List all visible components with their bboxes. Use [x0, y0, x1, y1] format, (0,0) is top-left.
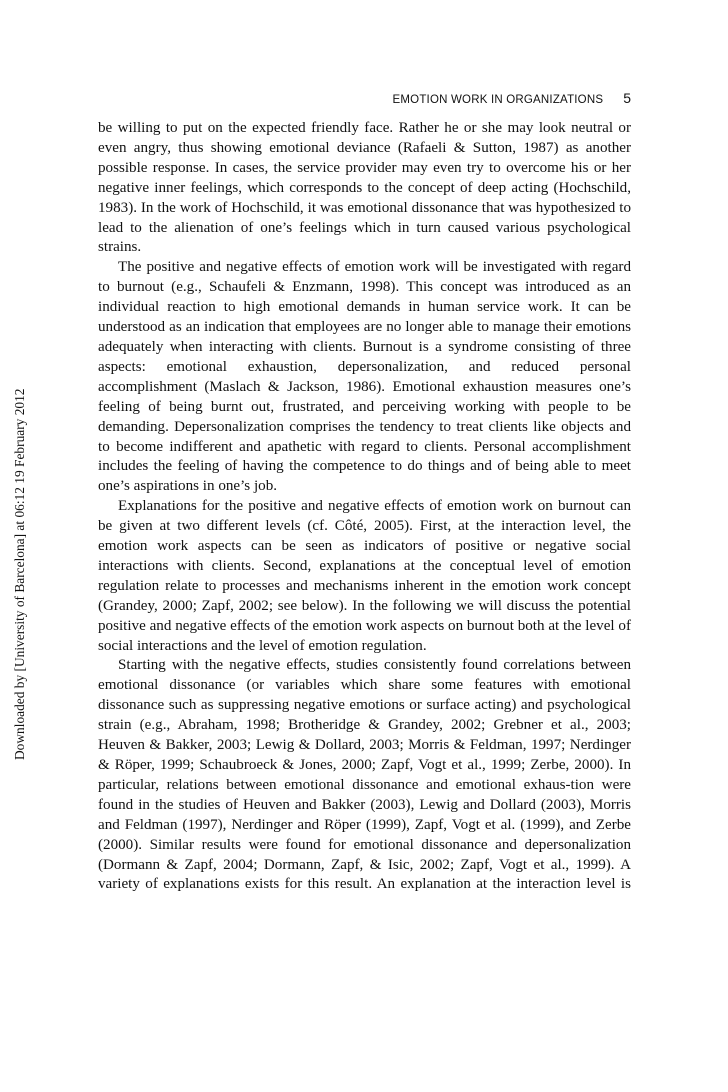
paragraph-continuation: be willing to put on the expected friendly face. Rather he or she may look neutral or even angry, thus showing emotional deviance (Rafaeli & Sutton, 1987) as another possible response. In cases, the service provider may even try to overcome his or her negative inner feelings, which corresponds to the concept of deep acting (Hochschild, 1983). In the work of Hochschild, it was emotional dissonance that was hypothesized to lead to the alienation of one’s feelings which in turn caused various psychological strains.: [98, 120, 631, 256]
running-head: [98, 90, 631, 106]
paragraph-burnout: The positive and negative effects of emotion work will be investigated with regard to burnout (e.g., Schaufeli & Enzmann, 1998). This concept was introduced as an individual reaction to high emotional demands in human service work. It can be understood as an indication that employees are no longer able to manage their emotions adequately when interacting with clients. Burnout is a syndrome consisting of three aspects: emotional exhaustion, depersonalization, and reduced personal accomplishment (Maslach & Jackson, 1986). Emotional exhaustion measures one’s feeling of being burnt out, frustrated, and perceiving working with people to be demanding. Depersonalization comprises the tendency to treat clients like objects and to become indifferent and apathetic with regard to clients. Personal accomplishment includes the feeling of having the competence to do things and of being able to meet one’s aspirations in one’s job.: [98, 259, 631, 495]
running-head-title: EMOTION WORK IN ORGANIZATIONS: [392, 94, 604, 106]
download-stamp-text: Downloaded by [University of Barcelona] at 06:12 19 February 2012: [12, 388, 27, 760]
paragraph-negative-effects: Starting with the negative effects, studies consistently found correlations between emotional dissonance (or variables which share some features with emotional dissonance such as suppressing negative emotions or surface acting) and psychological strain (e.g., Abraham, 1998; Brotheridge & Grandey, 2002; Grebner et al., 2003; Heuven & Bakker, 2003; Lewig & Dollard, 2003; Morris & Feldman, 1997; Nerdinger & Röper, 1999; Schaubroeck & Jones, 2000; Zapf, Vogt et al., 1999; Zerbe, 2000). In particular, relations between emotional dissonance and emotional exhaus-tion were found in the studies of Heuven and Bakker (2003), Lewig and Dollard (2003), Morris and Feldman (1997), Nerdinger and Röper (1999), Zapf, Vogt et al. (1999), and Zerbe (2000). Similar results were found for emotional dissonance and depersonalization (Dormann & Zapf, 2004; Dormann, Zapf, & Isic, 2002; Zapf, Vogt et al., 1999). A variety of explanations exists for this result. An explanation at the interaction level is: [98, 657, 631, 893]
body-text: [98, 119, 631, 895]
page-number: 5: [623, 90, 631, 106]
download-stamp: [6, 10, 36, 1092]
paragraph-explanations: Explanations for the positive and negative effects of emotion work on burnout can be given at two different levels (cf. Côté, 2005). First, at the interaction level, the emotion work aspects can be seen as indicators of positive or negative social interactions with clients. Second, explanations at the conceptual level of emotion regulation relate to processes and mechanisms inherent in the emotion work concept (Grandey, 2000; Zapf, 2002; see below). In the following we will discuss the potential positive and negative effects of the emotion work aspects on burnout both at the level of social interactions and the level of emotion regulation.: [98, 498, 631, 654]
